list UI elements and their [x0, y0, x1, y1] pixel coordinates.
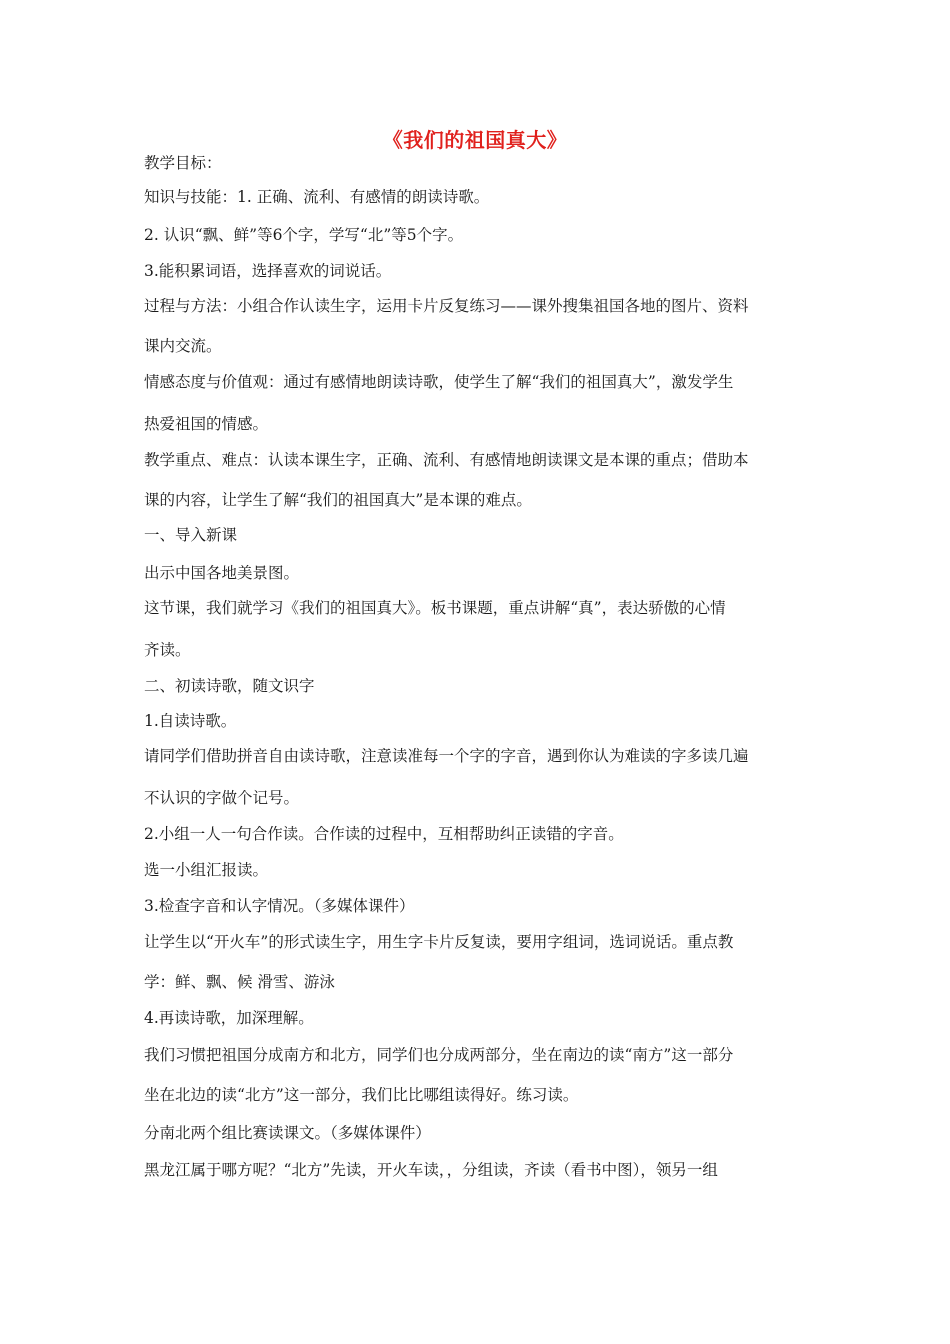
text-line: 4.再读诗歌，加深理解。 — [144, 1009, 314, 1027]
text-line: 让学生以“开火车”的形式读生字，用生字卡片反复读，要用字组词，选词说话。重点教 — [144, 933, 734, 951]
document-title: 《我们的祖国真大》 — [382, 128, 568, 152]
text-line: 知识与技能：1. 正确、流利、有感情的朗读诗歌。 — [144, 188, 490, 206]
text-line: 教学目标： — [144, 154, 222, 172]
text-line: 3.检查字音和认字情况。（多媒体课件） — [144, 897, 415, 915]
text-line: 我们习惯把祖国分成南方和北方，同学们也分成两部分，坐在南边的读“南方”这一部分 — [144, 1046, 734, 1064]
text-line: 黑龙江属于哪方呢？“北方”先读，开火车读，，分组读，齐读（看书中图），领另一组 — [144, 1161, 718, 1179]
text-line: 一、导入新课 — [144, 526, 238, 544]
text-line: 2. 认识“飘、鲜”等6个字，学写“北”等5个字。 — [144, 226, 464, 244]
text-line: 选一小组汇报读。 — [144, 861, 269, 879]
text-line: 1.自读诗歌。 — [144, 712, 237, 730]
text-line: 课内交流。 — [144, 337, 222, 355]
text-line: 课的内容，让学生了解“我们的祖国真大”是本课的难点。 — [144, 491, 532, 509]
text-line: 热爱祖国的情感。 — [144, 415, 269, 433]
text-line: 这节课，我们就学习《我们的祖国真大》。板书课题，重点讲解“真”，表达骄傲的心情 — [144, 599, 726, 617]
text-line: 二、初读诗歌，随文识字 — [144, 677, 315, 695]
text-line: 教学重点、难点：认读本课生字，正确、流利、有感情地朗读课文是本课的重点；借助本 — [144, 451, 749, 469]
text-line: 请同学们借助拼音自由读诗歌，注意读准每一个字的字音，遇到你认为难读的字多读几遍 — [144, 747, 749, 765]
text-line: 过程与方法：小组合作认读生字，运用卡片反复练习——课外搜集祖国各地的图片、资料 — [144, 297, 749, 315]
text-line: 齐读。 — [144, 641, 191, 659]
text-line: 情感态度与价值观：通过有感情地朗读诗歌，使学生了解“我们的祖国真大”，激发学生 — [144, 373, 734, 391]
text-line: 3.能积累词语，选择喜欢的词说话。 — [144, 262, 392, 280]
text-line: 学：鲜、飘、候 滑雪、游泳 — [144, 973, 335, 991]
text-line: 出示中国各地美景图。 — [144, 564, 300, 582]
text-line: 2.小组一人一句合作读。合作读的过程中，互相帮助纠正读错的字音。 — [144, 825, 624, 843]
text-line: 不认识的字做个记号。 — [144, 789, 300, 807]
text-line: 分南北两个组比赛读课文。（多媒体课件） — [144, 1124, 431, 1142]
text-line: 坐在北边的读“北方”这一部分，我们比比哪组读得好。练习读。 — [144, 1086, 579, 1104]
